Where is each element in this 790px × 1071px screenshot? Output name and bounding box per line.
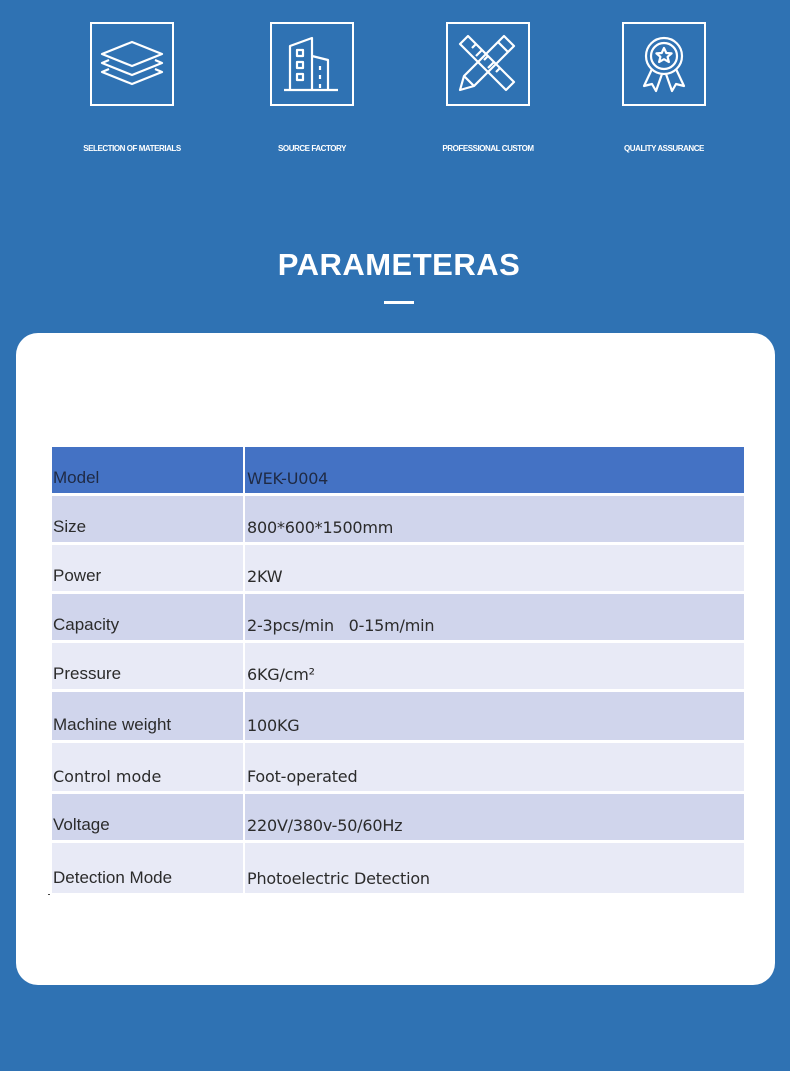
column-divider: [243, 843, 245, 893]
table-row: [52, 447, 744, 493]
param-value: 2-3pcs/min 0-15m/min: [247, 616, 435, 635]
column-divider: [243, 496, 245, 542]
stacked-layers-icon: [90, 22, 174, 106]
feature-source-factory: [222, 22, 402, 153]
param-name: Model: [53, 468, 100, 487]
table-row: [52, 594, 744, 640]
param-value: WEK-U004: [247, 469, 329, 488]
param-name: Pressure: [53, 664, 122, 683]
table-corner-mark: [48, 894, 50, 895]
param-value: Foot-operated: [247, 767, 358, 786]
column-divider: [243, 794, 245, 840]
table-row: [52, 743, 744, 791]
param-name: Detection Mode: [53, 868, 173, 887]
param-value: 100KG: [247, 716, 300, 735]
param-value: 6KG/cm²: [247, 665, 315, 684]
column-divider: [243, 447, 245, 493]
table-row: [52, 692, 744, 740]
column-divider: [243, 743, 245, 791]
award-star-ribbon-icon: [622, 22, 706, 106]
feature-professional-custom: [398, 22, 578, 153]
table-row: [52, 496, 744, 542]
param-name: Capacity: [53, 615, 120, 634]
param-value: 800*600*1500mm: [247, 518, 394, 537]
feature-label: SOURCE FACTORY: [278, 144, 346, 153]
parameters-table: [52, 447, 744, 893]
column-divider: [243, 643, 245, 689]
column-divider: [243, 594, 245, 640]
table-row: [52, 545, 744, 591]
table-row: [52, 843, 744, 893]
param-value: 2KW: [247, 567, 283, 586]
title-underline: [384, 301, 414, 304]
table-row: [52, 643, 744, 689]
param-name: Size: [53, 517, 87, 536]
feature-label: QUALITY ASSURANCE: [624, 144, 704, 153]
param-name: Control mode: [53, 767, 162, 786]
feature-label: SELECTION OF MATERIALS: [83, 144, 181, 153]
table-row: [52, 794, 744, 840]
param-name: Voltage: [53, 815, 110, 834]
param-name: Power: [53, 566, 102, 585]
feature-quality-assurance: [574, 22, 754, 153]
param-value: Photoelectric Detection: [247, 869, 430, 888]
param-name: Machine weight: [53, 715, 172, 734]
feature-label: PROFESSIONAL CUSTOM: [442, 144, 534, 153]
column-divider: [243, 545, 245, 591]
pencil-ruler-icon: [446, 22, 530, 106]
column-divider: [243, 692, 245, 740]
factory-building-icon: [270, 22, 354, 106]
param-value: 220V/380v-50/60Hz: [247, 816, 403, 835]
feature-selection-of-materials: [42, 22, 222, 153]
section-title: PARAMETERAS: [277, 247, 521, 282]
